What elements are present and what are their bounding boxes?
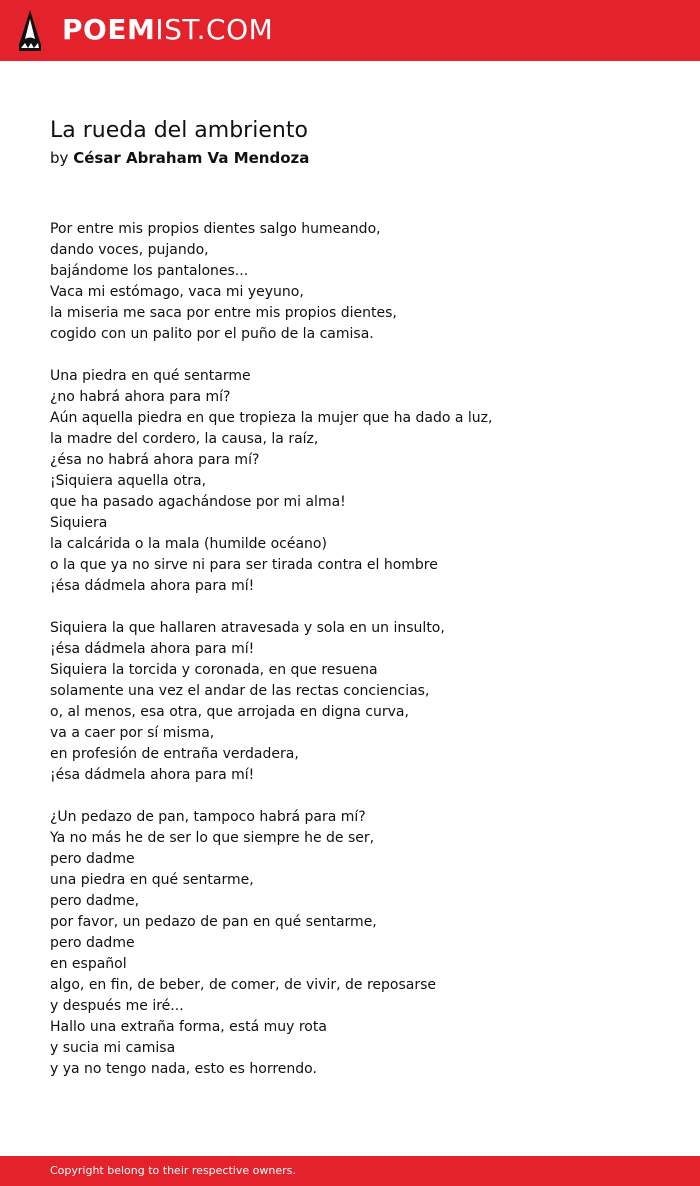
poem-line: Siquiera la que hallaren atravesada y sola en un insulto, <box>50 620 445 636</box>
poem-line: la calcárida o la mala (humilde océano) <box>50 536 327 552</box>
poem-line: va a caer por sí misma, <box>50 725 215 741</box>
poem-line: y ya no tengo nada, esto es horrendo. <box>50 1061 317 1077</box>
poem-line: la madre del cordero, la causa, la raíz, <box>50 431 319 447</box>
poem-line: en español <box>50 956 127 972</box>
poem-line: pero dadme <box>50 851 135 867</box>
poem-line: ¿no habrá ahora para mí? <box>50 389 231 405</box>
site-header <box>0 0 700 61</box>
brand-bold: POEM <box>62 13 156 46</box>
poem-line: y sucia mi camisa <box>50 1040 176 1056</box>
stanza-gap <box>50 345 492 366</box>
poem-line: Hallo una extraña forma, está muy rota <box>50 1019 327 1035</box>
poem-line: bajándome los pantalones... <box>50 263 249 279</box>
stanza-gap <box>50 786 492 807</box>
poem-line: por favor, un pedazo de pan en qué sentarme, <box>50 914 377 930</box>
stanza <box>50 366 492 597</box>
poem-line: Por entre mis propios dientes salgo humeando, <box>50 221 381 237</box>
stanza-gap <box>50 597 492 618</box>
poem-line: solamente una vez el andar de las rectas conciencias, <box>50 683 430 699</box>
poem-line: algo, en fin, de beber, de comer, de vivir, de reposarse <box>50 977 437 993</box>
poem-line: una piedra en qué sentarme, <box>50 872 254 888</box>
poem-line: ¡ésa dádmela ahora para mí! <box>50 767 255 783</box>
poem-line: o, al menos, esa otra, que arrojada en digna curva, <box>50 704 409 720</box>
poem-line: Ya no más he de ser lo que siempre he de ser, <box>50 830 375 846</box>
poem-line: ¡Siquiera aquella otra, <box>50 473 207 489</box>
poem-line: o la que ya no sirve ni para ser tirada contra el hombre <box>50 557 438 573</box>
poem-line: Siquiera <box>50 515 108 531</box>
brand-light: IST.COM <box>155 13 274 46</box>
poem-line: Aún aquella piedra en que tropieza la mujer que ha dado a luz, <box>50 410 493 426</box>
poem-line: la miseria me saca por entre mis propios dientes, <box>50 305 397 321</box>
byline-prefix: by <box>50 149 69 167</box>
poem-body <box>50 219 492 1080</box>
poem-line: ¿Un pedazo de pan, tampoco habrá para mí? <box>50 809 366 825</box>
poem-line: que ha pasado agachándose por mi alma! <box>50 494 346 510</box>
poem-line: pero dadme <box>50 935 135 951</box>
poem-line: Vaca mi estómago, vaca mi yeyuno, <box>50 284 304 300</box>
byline <box>50 148 309 168</box>
poem-line: ¿ésa no habrá ahora para mí? <box>50 452 260 468</box>
poem-line: Una piedra en qué sentarme <box>50 368 251 384</box>
poem-line: ¡ésa dádmela ahora para mí! <box>50 578 255 594</box>
poem-line: ¡ésa dádmela ahora para mí! <box>50 641 255 657</box>
stanza <box>50 219 492 345</box>
poem-line: dando voces, pujando, <box>50 242 209 258</box>
brand-logo-text[interactable] <box>62 13 273 47</box>
poem-line: en profesión de entraña verdadera, <box>50 746 299 762</box>
poem-line: pero dadme, <box>50 893 140 909</box>
poem-line: Siquiera la torcida y coronada, en que resuena <box>50 662 378 678</box>
poem-title: La rueda del ambriento <box>50 118 308 143</box>
stanza <box>50 807 492 1080</box>
poem-line: y después me iré... <box>50 998 184 1014</box>
site-footer <box>0 1156 700 1186</box>
author-name[interactable]: César Abraham Va Mendoza <box>73 149 310 167</box>
poem-line: cogido con un palito por el puño de la camisa. <box>50 326 374 342</box>
copyright-text: Copyright belong to their respective owners. <box>50 1164 296 1177</box>
pencil-tip-icon[interactable] <box>18 9 42 52</box>
stanza <box>50 618 492 786</box>
